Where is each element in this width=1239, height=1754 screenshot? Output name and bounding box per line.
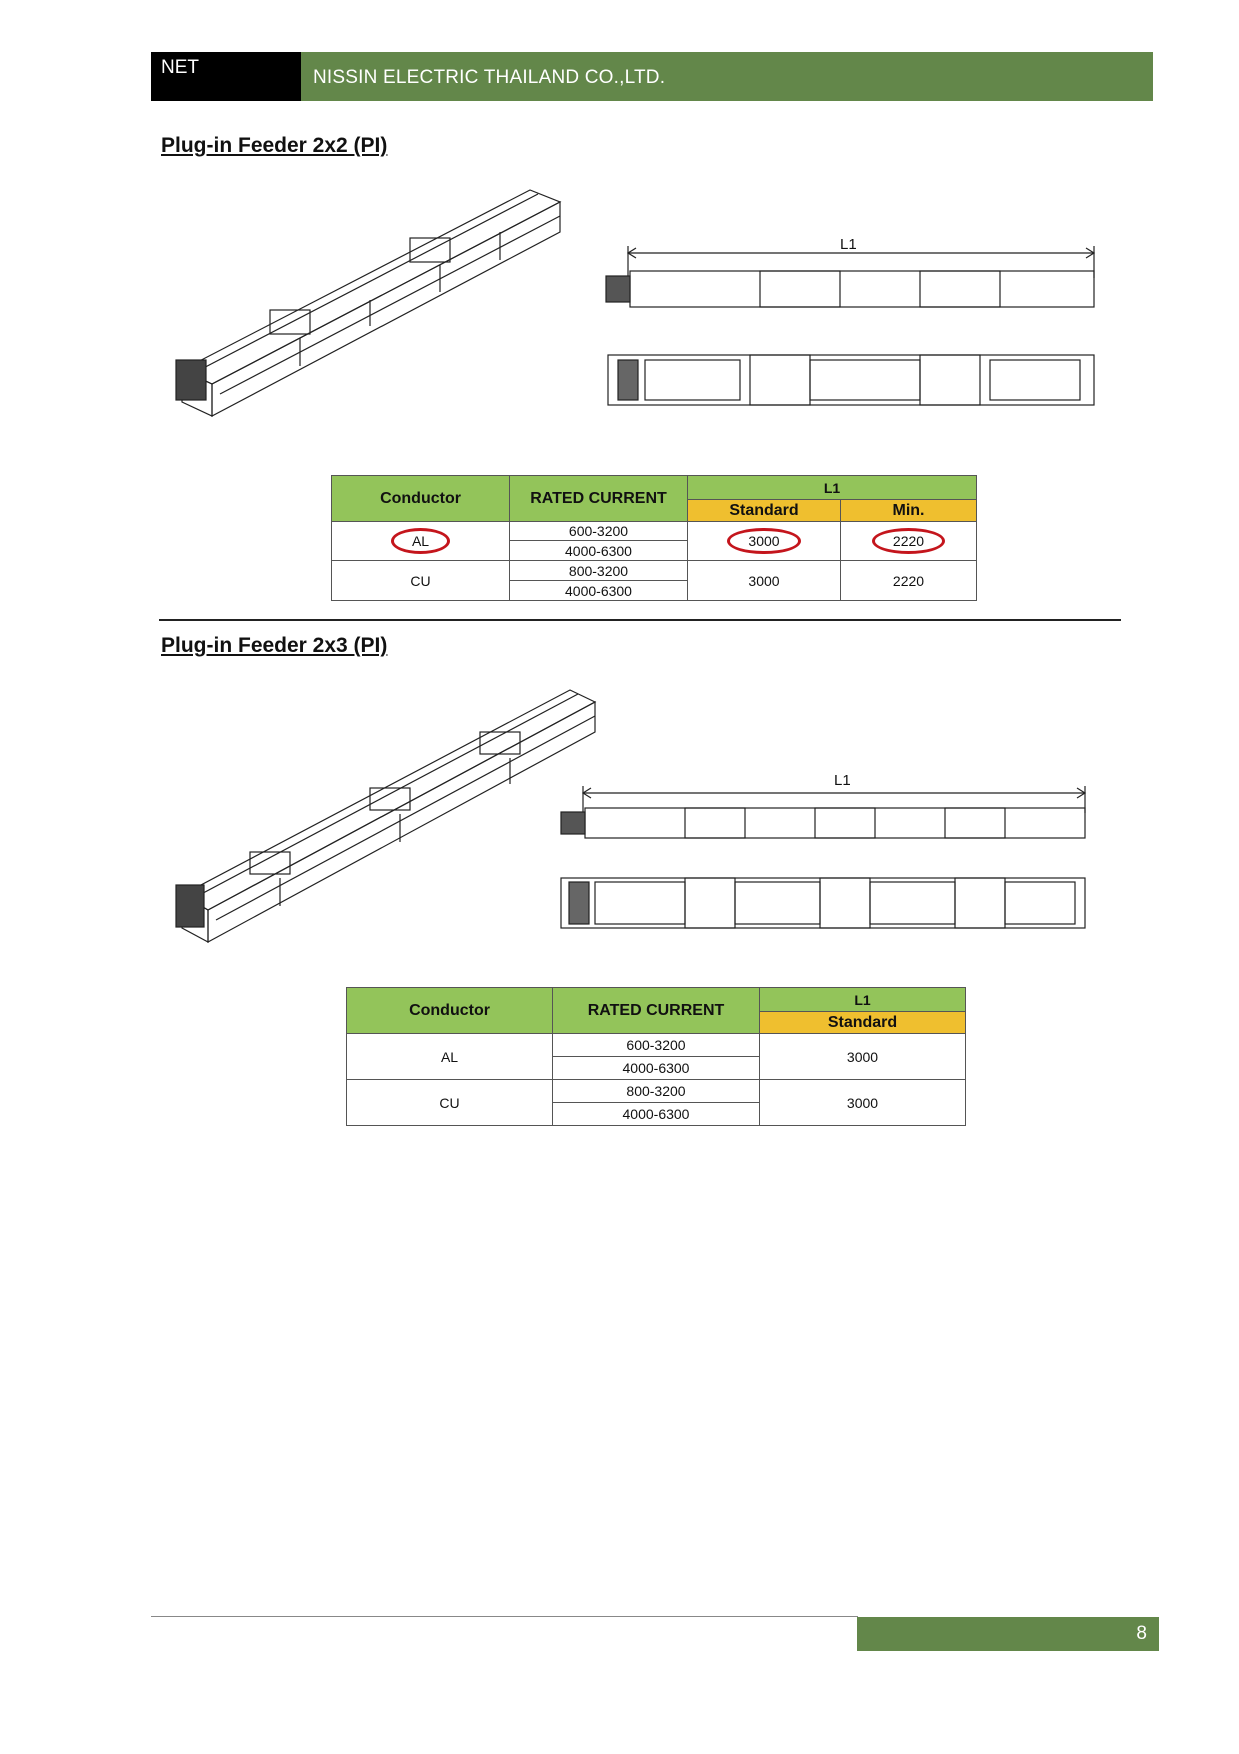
table-cell-min <box>841 522 977 561</box>
header-l1: L1 <box>688 476 977 500</box>
page-number: 8 <box>857 1617 1159 1651</box>
table-cell-standard: 3000 <box>760 1034 966 1080</box>
busway-2x2-isometric-drawing <box>170 170 565 440</box>
table-cell-standard <box>688 522 841 561</box>
footer-line <box>151 1616 858 1617</box>
table-cell-rated: 4000-6300 <box>510 541 688 561</box>
header-code: NET <box>151 52 301 101</box>
table-cell-conductor: AL <box>347 1034 553 1080</box>
table-cell-rated: 4000-6300 <box>510 581 688 601</box>
header-conductor: Conductor <box>347 988 553 1034</box>
table-cell-conductor: CU <box>332 561 510 601</box>
header-standard: Standard <box>760 1012 966 1034</box>
table-cell-standard: 3000 <box>688 561 841 601</box>
busway-2x3-side-view <box>555 778 1095 930</box>
header-l1: L1 <box>760 988 966 1012</box>
section1-title: Plug-in Feeder 2x2 (PI) <box>161 134 388 157</box>
table-cell-rated: 600-3200 <box>553 1034 760 1057</box>
section-divider <box>159 619 1121 621</box>
busway-2x3-isometric-drawing <box>170 680 600 965</box>
header-rated-current: RATED CURRENT <box>510 476 688 522</box>
highlight-circle-conductor: AL <box>391 528 450 554</box>
highlight-circle-standard: 3000 <box>727 528 800 554</box>
table-cell-rated-highlighted: 600-3200 <box>510 522 688 541</box>
section1-l1-dimension-label: L1 <box>840 236 857 253</box>
header-conductor: Conductor <box>332 476 510 522</box>
section2-title: Plug-in Feeder 2x3 (PI) <box>161 634 388 657</box>
table-cell-min: 2220 <box>841 561 977 601</box>
header-rated-current: RATED CURRENT <box>553 988 760 1034</box>
busway-2x2-side-view <box>600 238 1100 418</box>
section2-l1-dimension-label: L1 <box>834 772 851 789</box>
highlight-circle-min: 2220 <box>872 528 945 554</box>
table-cell-standard: 3000 <box>760 1080 966 1126</box>
table-cell-conductor: CU <box>347 1080 553 1126</box>
table-cell-rated: 800-3200 <box>553 1080 760 1103</box>
header-standard: Standard <box>688 500 841 522</box>
table-cell-rated: 4000-6300 <box>553 1103 760 1126</box>
table-cell-conductor <box>332 522 510 561</box>
table-cell-rated: 4000-6300 <box>553 1057 760 1080</box>
header-company: NISSIN ELECTRIC THAILAND CO.,LTD. <box>301 52 1153 101</box>
section1-spec-table <box>331 475 977 601</box>
table-cell-rated: 800-3200 <box>510 561 688 581</box>
header-min: Min. <box>841 500 977 522</box>
section2-spec-table <box>346 987 966 1126</box>
